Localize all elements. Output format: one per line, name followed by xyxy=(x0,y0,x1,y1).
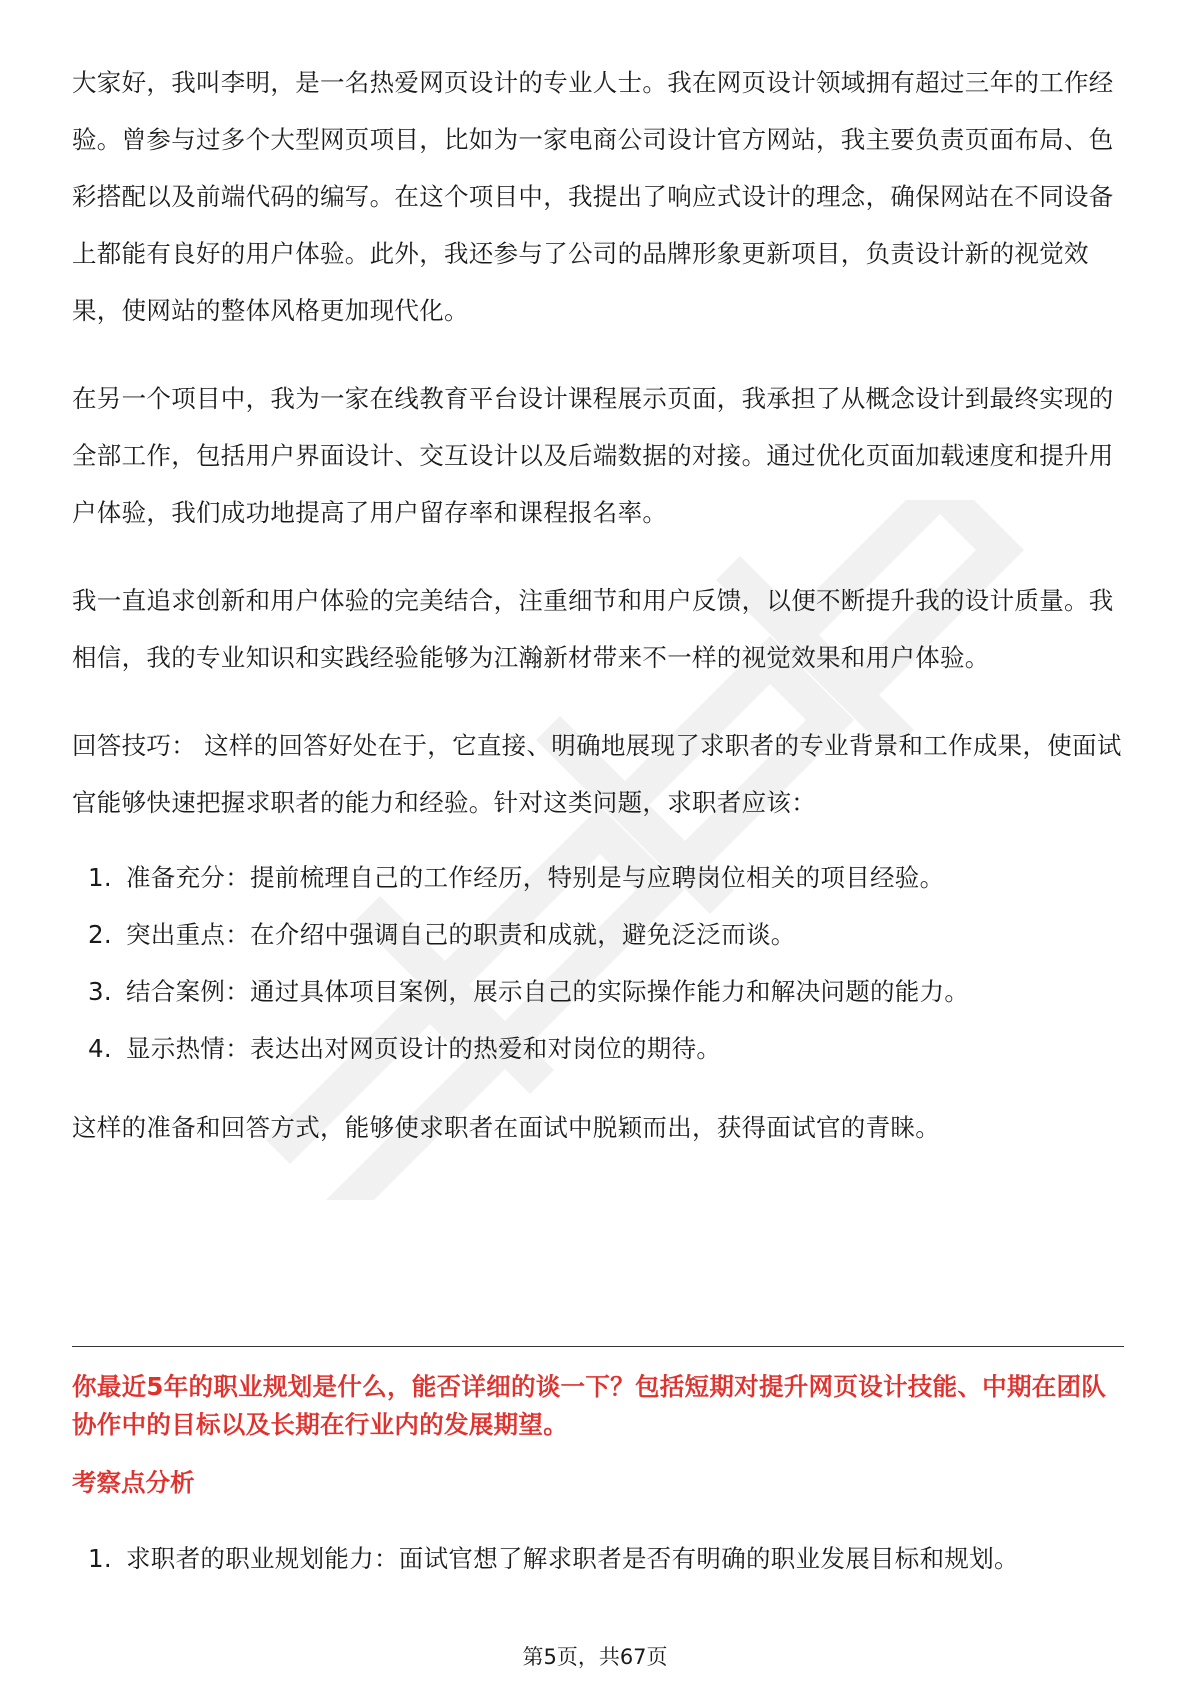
list-number: 2. xyxy=(88,920,112,949)
list-item-text: 结合案例：通过具体项目案例，展示自己的实际操作能力和解决问题的能力。 xyxy=(126,977,970,1006)
section-title: 考察点分析 xyxy=(72,1468,195,1497)
list-item-text: 准备充分：提前梳理自己的工作经历，特别是与应聘岗位相关的项目经验。 xyxy=(126,863,945,892)
section-divider xyxy=(72,1346,1124,1347)
answer-paragraph-1: 大家好，我叫李明，是一名热爱网页设计的专业人士。我在网页设计领域拥有超过三年的工作经验。曾参与过多个大型网页项目，比如为一家电商公司设计官方网站，我主要负责页面布局、色彩搭配以及前端代码的编写。在这个项目中，我提出了响应式设计的理念，确保网站在不同设备上都能有良好的用户体验。此外，我还参与了公司的品牌形象更新项目，负责设计新的视觉效果，使网站的整体风格更加现代化。 xyxy=(72,68,1114,325)
analysis-section xyxy=(72,1530,1122,1587)
list-item-text: 突出重点：在介绍中强调自己的职责和成就，避免泛泛而谈。 xyxy=(126,920,796,949)
analysis-list xyxy=(72,1530,1122,1587)
list-item xyxy=(72,963,1122,1020)
list-number: 1. xyxy=(88,863,112,892)
list-item xyxy=(72,906,1122,963)
list-number: 3. xyxy=(88,977,112,1006)
tips-list xyxy=(72,849,1122,1077)
page-footer: 第5页，共67页 xyxy=(522,1645,668,1669)
list-number: 1. xyxy=(88,1544,112,1573)
list-item xyxy=(72,849,1122,906)
list-item-text: 求职者的职业规划能力：面试官想了解求职者是否有明确的职业发展目标和规划。 xyxy=(126,1544,1019,1573)
answer-paragraph-2: 在另一个项目中，我为一家在线教育平台设计课程展示页面，我承担了从概念设计到最终实现的全部工作，包括用户界面设计、交互设计以及后端数据的对接。通过优化页面加载速度和提升用户体验，我们成功地提高了用户留存率和课程报名率。 xyxy=(72,384,1114,527)
interview-question: 你最近5年的职业规划是什么，能否详细的谈一下？包括短期对提升网页设计技能、中期在团队协作中的目标以及长期在行业内的发展期望。 xyxy=(72,1372,1107,1439)
list-item xyxy=(72,1530,1122,1587)
conclusion-paragraph: 这样的准备和回答方式，能够使求职者在面试中脱颖而出，获得面试官的青睐。 xyxy=(72,1113,940,1142)
answer-tips-intro: 回答技巧： 这样的回答好处在于，它直接、明确地展现了求职者的专业背景和工作成果，使面试官能够快速把握求职者的能力和经验。针对这类问题，求职者应该： xyxy=(72,731,1122,817)
list-item xyxy=(72,1020,1122,1077)
answer-paragraph-3: 我一直追求创新和用户体验的完美结合，注重细节和用户反馈，以便不断提升我的设计质量。我相信，我的专业知识和实践经验能够为江瀚新材带来不一样的视觉效果和用户体验。 xyxy=(72,586,1114,672)
document-body xyxy=(72,54,1122,1156)
list-number: 4. xyxy=(88,1034,112,1063)
list-item-text: 显示热情：表达出对网页设计的热爱和对岗位的期待。 xyxy=(126,1034,722,1063)
